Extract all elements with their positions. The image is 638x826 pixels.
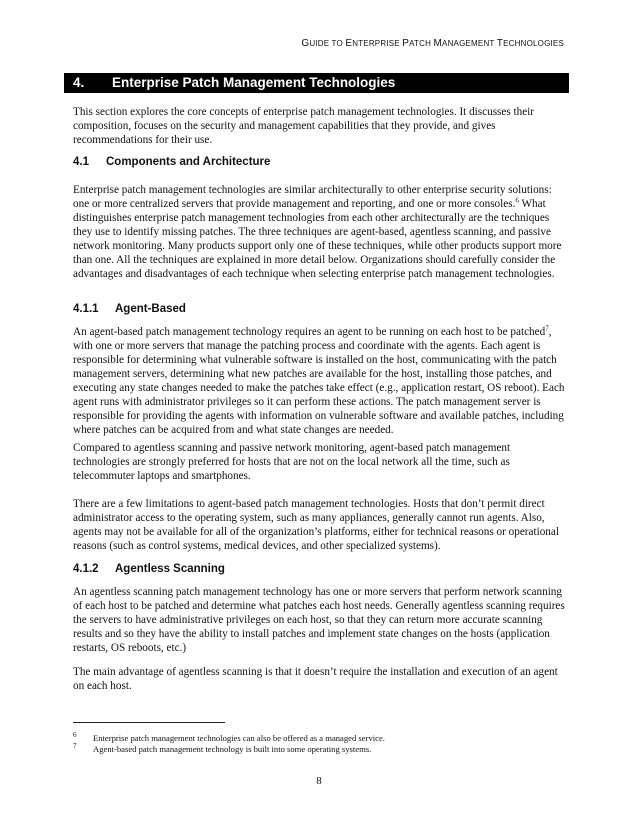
paragraph-agent-based-3: There are a few limitations to agent-based patch management technologies. Hosts that don’t permit direct administrator access to the operating system, such as many appliances, generally cannot run agents. Also, agents may not be available for all of the organization’s platforms, either for technical reasons or operational reasons (such as control systems, medical devices, and other specialized systems).: [73, 498, 559, 552]
running-header: GUIDE TO ENTERPRISE PATCH MANAGEMENT TECHNOLOGIES: [301, 38, 564, 49]
paragraph-agent-based-2: Compared to agentless scanning and passive network monitoring, agent-based patch management technologies are strongly preferred for hosts that are not on the local network all the time, such as telecommuter laptops and smartphones.: [73, 442, 511, 482]
subsection-heading-4-1-1: 4.1.1 Agent-Based: [73, 303, 186, 315]
section-heading: [64, 73, 569, 93]
paragraph-agent-based-1: An agent-based patch management technology requires an agent to be running on each host to be patched$^7$, with one or more servers that manage the patching process and coordinate with the agents. Each agent is responsible for determining what vulnerable software is installed on the host, communicating with the patch management servers, determining what new patches are available for the host, installing those patches, and executing any state changes needed to make the patches take effect (e.g., application restart, OS reboot). Each agent runs with administrator privileges so it can perform these actions. The patch management server is responsible for providing the agents with information on vulnerable software and available patches, including where patches can be acquired from and what state changes are needed.: [73, 324, 565, 436]
paragraph-agentless-1: An agentless scanning patch management technology has one or more servers that perform network scanning of each host to be patched and determine what patches each host needs. Generally agentless scanning requires the servers to have administrative privileges on each host, so that they can return more accurate scanning results and so they have the ability to install patches and implement state changes on the hosts (application restarts, OS reboots, etc.): [73, 586, 565, 654]
footnote-divider: [73, 722, 225, 723]
paragraph-components: Enterprise patch management technologies are similar architecturally to other enterprise security solutions: one or more centralized servers that provide management and reporting, and one or more consoles.$^6$ What distinguishes enterprise patch management technologies from each other architecturally are the techniques they use to identify missing patches. The three techniques are agent-based, agentless scanning, and passive network monitoring. Many products support only one of these techniques, while other products support more than one. All the techniques are explained in more detail below. Organizations should carefully consider the advantages and disadvantages of each technique when selecting enterprise patch management technologies.: [73, 184, 562, 280]
section-title: Enterprise Patch Management Technologies: [112, 75, 396, 90]
subsection-heading-4-1: 4.1 Components and Architecture: [73, 156, 271, 168]
footnote-ref-7: 7: [545, 324, 549, 333]
paragraph-agentless-2: The main advantage of agentless scanning is that it doesn’t require the installation and execution of an agent on each host.: [73, 666, 558, 692]
section-number: 4.: [73, 75, 85, 90]
section-intro: This section explores the core concepts of enterprise patch management technologies. It discusses their composition, focuses on the security and management capabilities that they provide, and gives recommendations for their use.: [73, 106, 535, 146]
footnote-ref-6: 6: [515, 196, 519, 205]
page-number: 8: [316, 775, 322, 787]
subsection-heading-4-1-2: 4.1.2 Agentless Scanning: [73, 563, 225, 575]
